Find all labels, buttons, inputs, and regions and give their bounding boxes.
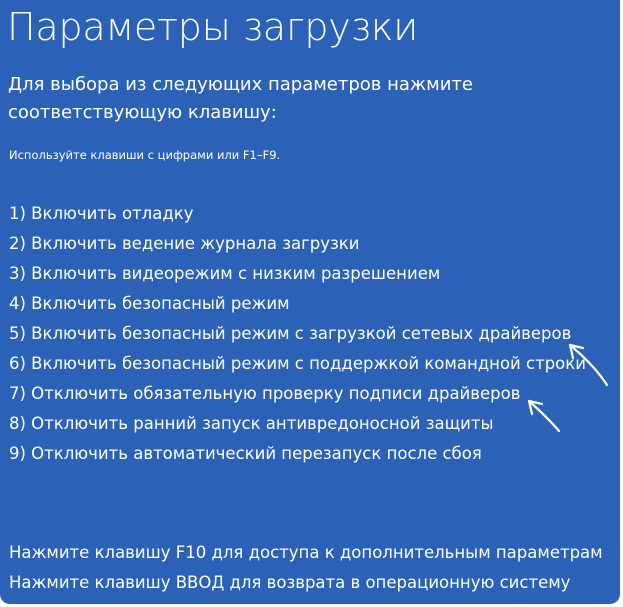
key-hint-text: Используйте клавиши с цифрами или F1–F9. [9, 148, 281, 162]
page-title: Параметры загрузки [7, 5, 419, 49]
option-safe-mode-with-command-prompt[interactable]: 6) Включить безопасный режим с поддержкой командной строки [9, 354, 586, 373]
footer-hints [9, 538, 603, 598]
instruction-text: Для выбора из следующих параметров нажмите соответствующую клавишу: [8, 74, 473, 123]
advanced-options-hint: Нажмите клавишу F10 для доступа к дополнительным параметрам [9, 543, 603, 562]
option-disable-automatic-restart[interactable]: 9) Отключить автоматический перезапуск после сбоя [9, 444, 482, 463]
option-enable-debugging[interactable]: 1) Включить отладку [9, 204, 194, 223]
option-enable-boot-logging[interactable]: 2) Включить ведение журнала загрузки [9, 234, 360, 253]
startup-options-list [9, 199, 586, 469]
option-safe-mode-with-networking[interactable]: 5) Включить безопасный режим с загрузкой сетевых драйверов [9, 324, 572, 343]
option-disable-driver-signature-enforcement[interactable]: 7) Отключить обязательную проверку подписи драйверов [9, 384, 521, 403]
option-disable-early-launch-antimalware[interactable]: 8) Отключить ранний запуск антивредоносной защиты [9, 414, 494, 433]
option-enable-safe-mode[interactable]: 4) Включить безопасный режим [9, 294, 290, 313]
option-enable-low-resolution-video[interactable]: 3) Включить видеорежим с низким разрешением [9, 264, 441, 283]
return-to-os-hint: Нажмите клавишу ВВОД для возврата в операционную систему [9, 573, 571, 592]
